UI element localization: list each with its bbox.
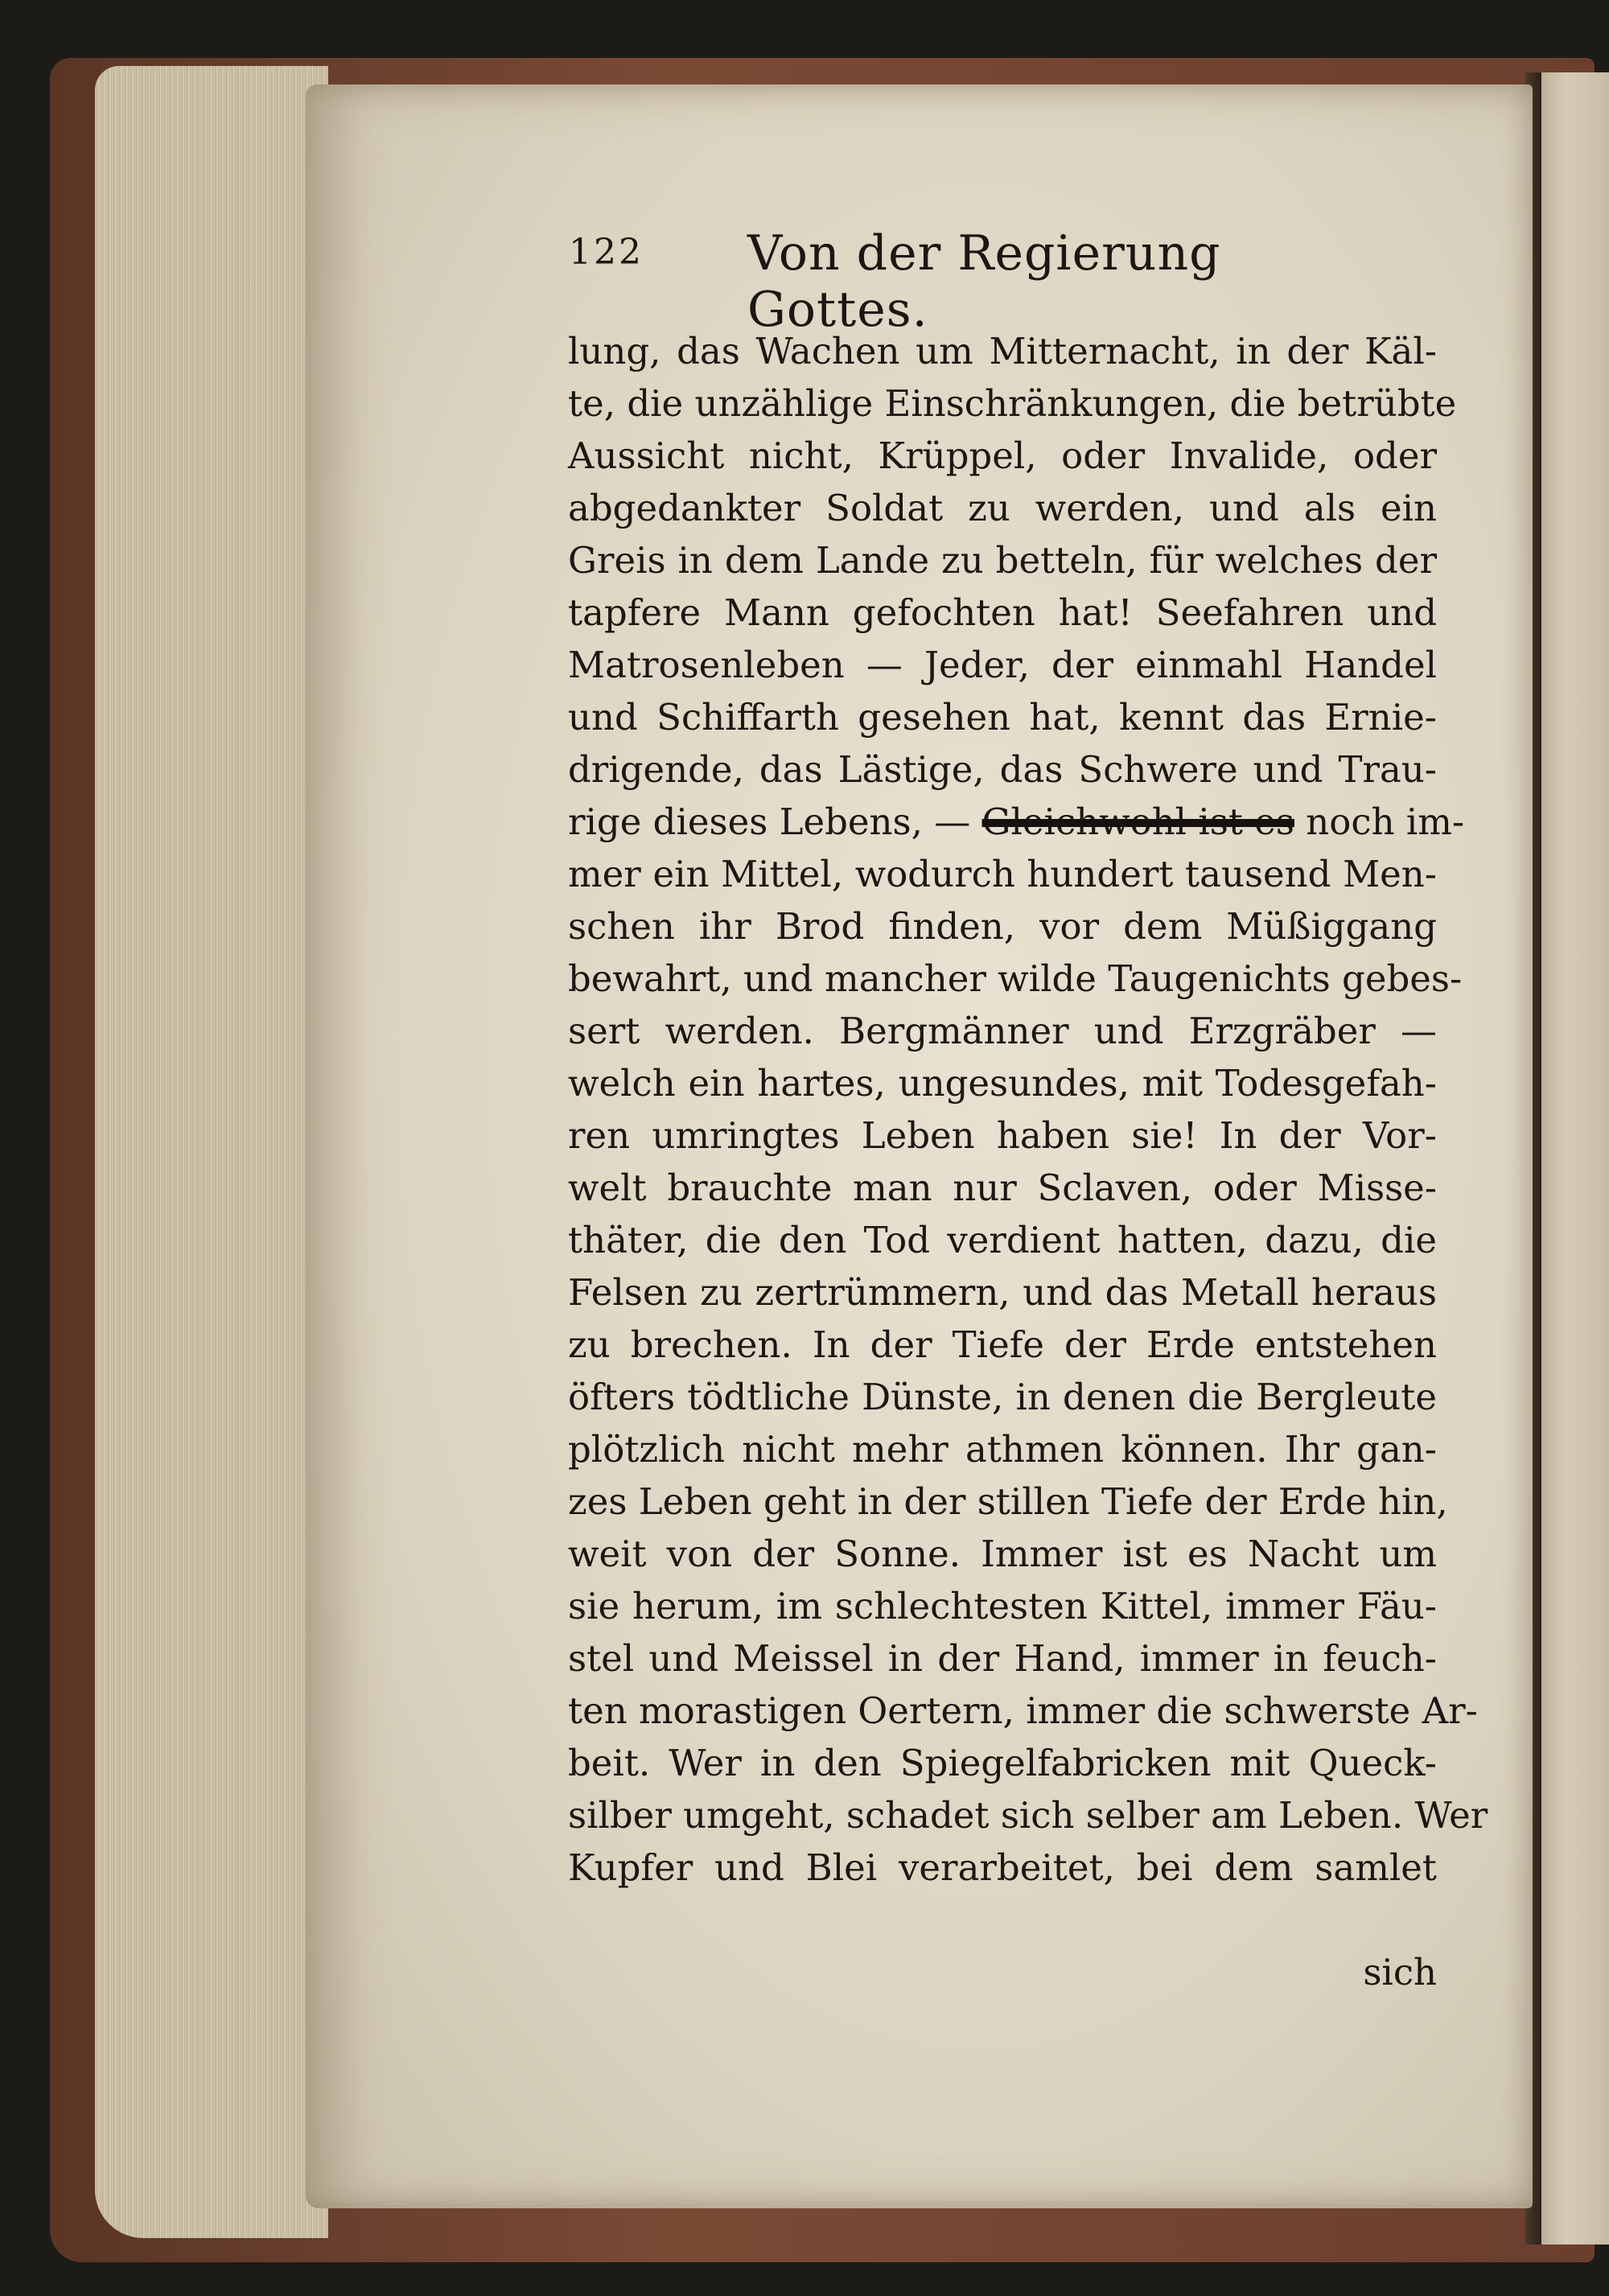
text-line: abgedankter Soldat zu werden, und als ein [568,487,1437,529]
text-line: und Schiffarth gesehen hat, kennt das Ernie- [568,696,1437,739]
text-line: silber umgeht, schadet sich selber am Leben. Wer [568,1794,1488,1837]
text-line: mer ein Mittel, wodurch hundert tausend Men- [568,853,1437,895]
page-edges [95,66,328,2238]
page-header [569,225,1357,338]
text-line: te, die unzählige Einschränkungen, die betrübte [568,382,1457,425]
text-line [568,1894,1437,1946]
text-line: tapfere Mann gefochten hat! Seefahren und [568,591,1437,634]
text-line: Felsen zu zertrümmern, und das Metall heraus [568,1271,1437,1314]
catchword: sich [1363,1951,1437,1994]
text-line: öfters tödtliche Dünste, in denen die Bergleute [568,1376,1437,1418]
text-line: welt brauchte man nur Sclaven, oder Misse- [568,1167,1437,1209]
text-line: schen ihr Brod finden, vor dem Müßiggang [568,905,1437,948]
text-line: sie herum, im schlechtesten Kittel, immer Fäu- [568,1585,1437,1627]
text-line: zes Leben geht in der stillen Tiefe der Erde hin, [568,1480,1448,1523]
page-number: 122 [569,232,644,273]
text-line-with-strikeout [568,796,1465,848]
text-line: ren umringtes Leben haben sie! In der Vor- [568,1114,1437,1157]
text-line: stel und Meissel in der Hand, immer in feuch- [568,1637,1437,1680]
text-line: lung, das Wachen um Mitternacht, in der Käl- [568,330,1437,372]
text-line: zu brechen. In der Tiefe der Erde entstehen [568,1323,1437,1366]
line-start: rige dieses Lebens, — [568,800,971,843]
text-line: drigende, das Lästige, das Schwere und Trau- [568,748,1437,791]
text-line: Matrosenleben — Jeder, der einmahl Handel [568,644,1437,686]
text-line: thäter, die den Tod verdient hatten, dazu, die [568,1219,1437,1261]
text-line: Aussicht nicht, Krüppel, oder Invalide, oder [568,434,1437,477]
text-line: sert werden. Bergmänner und Erzgräber — [568,1010,1437,1052]
text-line: Greis in dem Lande zu betteln, für welches der [568,539,1437,582]
catchword-row [568,1946,1437,1998]
text-line: beit. Wer in den Spiegelfabricken mit Queck- [568,1742,1437,1784]
body-text [568,325,1488,1998]
facing-page-edge [1538,72,1609,2245]
line-end: noch im- [1306,800,1465,843]
struck-out-text: Gleichwohl ist es [981,800,1294,843]
text-line: Kupfer und Blei verarbeitet, bei dem samlet [568,1846,1437,1889]
text-line: weit von der Sonne. Immer ist es Nacht um [568,1533,1437,1575]
text-line: welch ein hartes, ungesundes, mit Todesgefah- [568,1062,1437,1105]
text-line: ten morastigen Oertern, immer die schwerste Ar- [568,1689,1478,1732]
text-line: bewahrt, und mancher wilde Taugenichts gebes- [568,957,1463,1000]
running-title: Von der Regierung Gottes. [747,225,1221,338]
text-line: plötzlich nicht mehr athmen können. Ihr gan- [568,1428,1437,1471]
